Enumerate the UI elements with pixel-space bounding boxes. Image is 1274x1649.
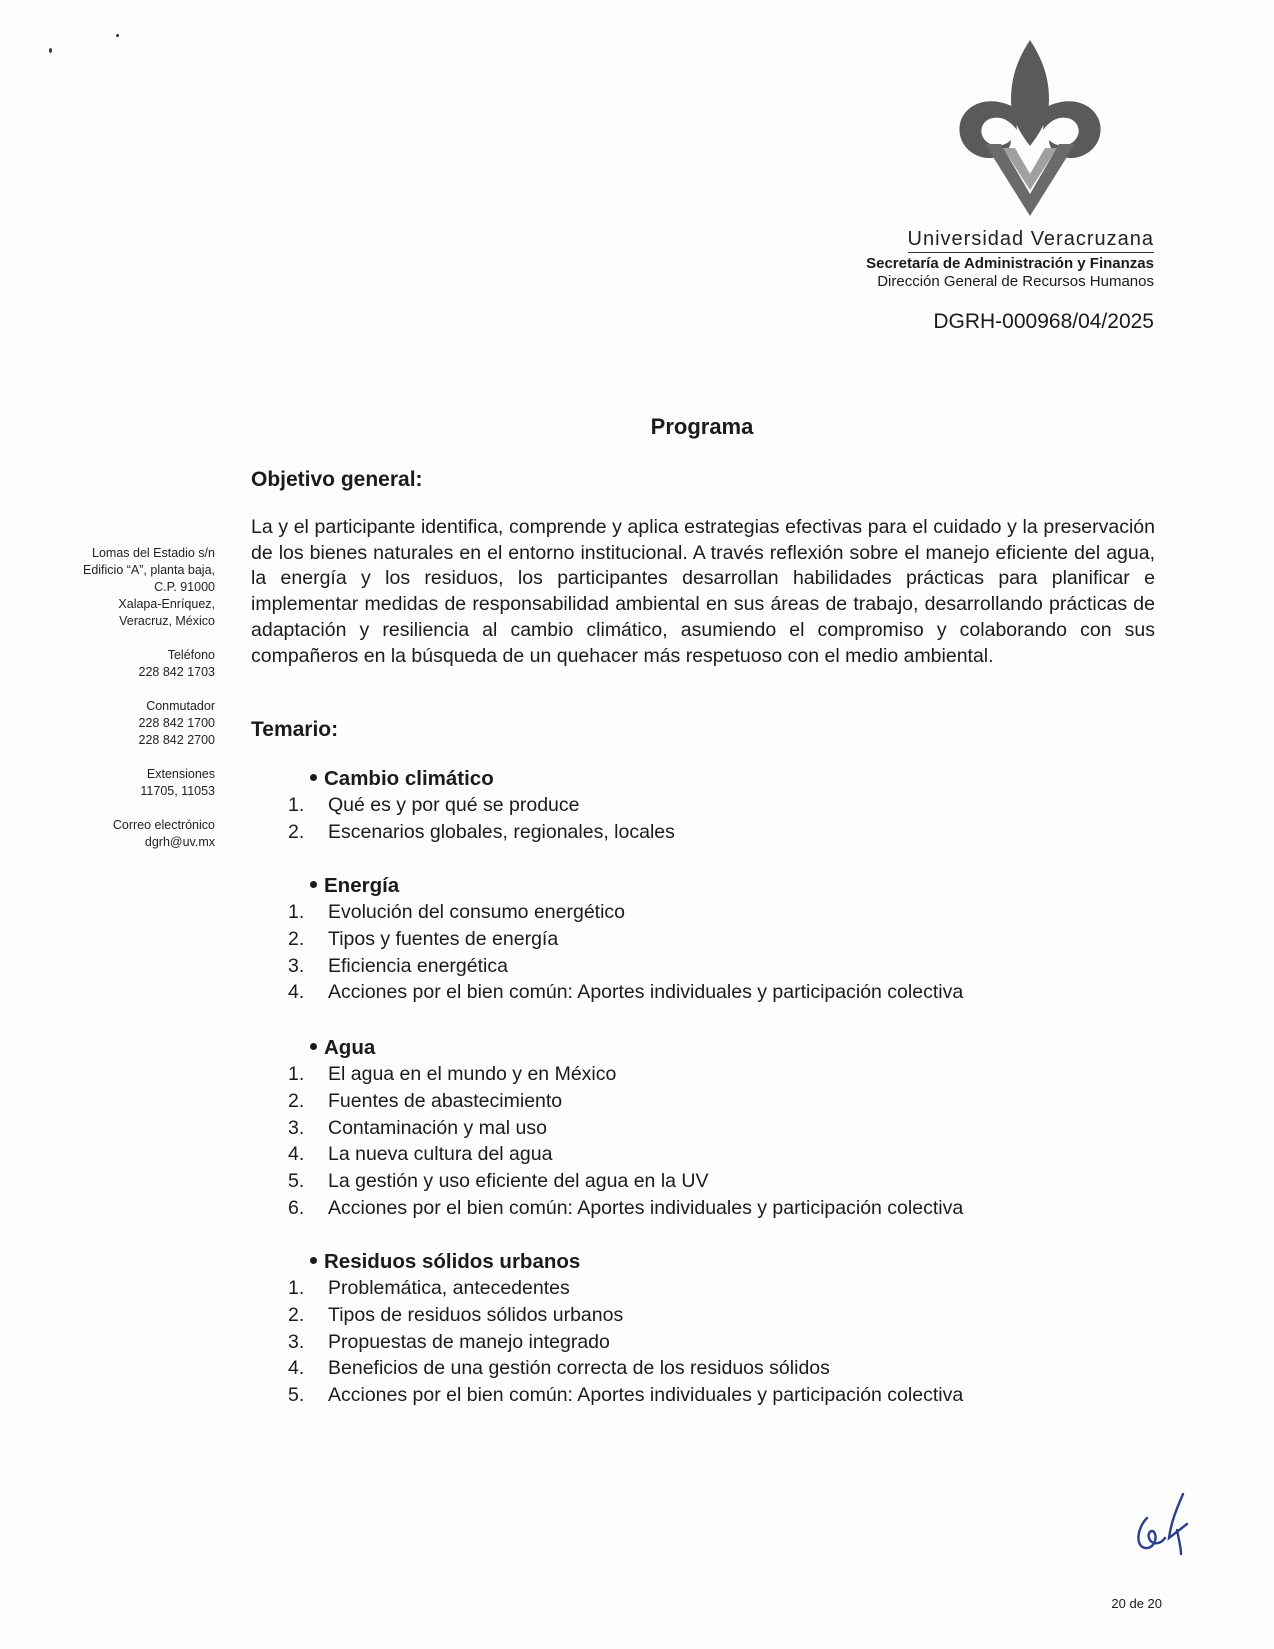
letterhead bbox=[866, 228, 1154, 290]
list-item bbox=[288, 1355, 1168, 1382]
switchboard-number: 228 842 1700 bbox=[138, 716, 215, 730]
university-name: Universidad Veracruzana bbox=[908, 228, 1154, 253]
address-line: Veracruz, México bbox=[119, 614, 215, 628]
section-title-text: Cambio climático bbox=[324, 767, 494, 790]
item-number: 6. bbox=[288, 1196, 305, 1219]
list-item bbox=[288, 1061, 1168, 1088]
contact-sidebar bbox=[45, 545, 215, 868]
switchboard-label: Conmutador bbox=[146, 699, 215, 713]
item-number: 5. bbox=[288, 1170, 305, 1193]
direccion-name: Dirección General de Recursos Humanos bbox=[877, 273, 1154, 290]
section-title-text: Residuos sólidos urbanos bbox=[324, 1250, 581, 1273]
phone-number: 228 842 1703 bbox=[138, 665, 215, 679]
scan-speck bbox=[116, 34, 119, 37]
extensions-block bbox=[45, 766, 215, 800]
item-number: 1. bbox=[288, 1063, 305, 1085]
item-text: Fuentes de abastecimiento bbox=[328, 1089, 563, 1112]
temario-section-cambio-climatico bbox=[288, 766, 1168, 846]
item-number: 2. bbox=[288, 1089, 305, 1112]
item-number: 2. bbox=[288, 927, 305, 950]
extensions-value: 11705, 11053 bbox=[140, 784, 215, 798]
item-number: 2. bbox=[288, 1303, 305, 1326]
temario-section-energia bbox=[288, 873, 1168, 1006]
item-number: 5. bbox=[288, 1384, 305, 1407]
list-item bbox=[288, 1275, 1168, 1302]
item-text: La nueva cultura del agua bbox=[328, 1143, 553, 1166]
item-text: Qué es y por qué se produce bbox=[328, 794, 580, 816]
email-value: dgrh@uv.mx bbox=[144, 835, 215, 849]
list-item bbox=[288, 953, 1168, 980]
item-number: 1. bbox=[288, 1277, 305, 1299]
item-number: 3. bbox=[288, 954, 305, 977]
extensions-label: Extensiones bbox=[146, 767, 215, 781]
item-number: 4. bbox=[288, 1357, 305, 1380]
item-number: 4. bbox=[288, 1143, 305, 1166]
list-item bbox=[288, 1329, 1168, 1356]
item-text: Problemática, antecedentes bbox=[328, 1277, 570, 1299]
address-line: C.P. 91000 bbox=[154, 580, 215, 594]
item-text: Contaminación y mal uso bbox=[328, 1116, 547, 1139]
item-text: Escenarios globales, regionales, locales bbox=[328, 820, 675, 843]
phone-block bbox=[45, 647, 215, 681]
item-text: Evolución del consumo energético bbox=[328, 901, 626, 923]
item-text: Beneficios de una gestión correcta de los residuos sólidos bbox=[328, 1357, 830, 1380]
address-line: Lomas del Estadio s/n bbox=[92, 546, 215, 560]
section-title-text: Agua bbox=[324, 1036, 376, 1059]
secretaria-name: Secretaría de Administración y Finanzas bbox=[866, 255, 1154, 272]
temario-section-residuos bbox=[288, 1249, 1168, 1409]
item-text: Acciones por el bien común: Aportes individuales y participación colectiva bbox=[328, 1384, 964, 1407]
address-block bbox=[45, 545, 215, 630]
item-text: Tipos y fuentes de energía bbox=[328, 927, 559, 950]
list-item bbox=[288, 1115, 1168, 1142]
bullet-icon bbox=[310, 774, 317, 781]
bullet-icon bbox=[310, 881, 317, 888]
handwritten-initials-icon bbox=[1125, 1488, 1205, 1558]
switchboard-number: 228 842 2700 bbox=[138, 733, 215, 747]
list-item bbox=[288, 1088, 1168, 1115]
list-item bbox=[288, 899, 1168, 926]
item-number: 1. bbox=[288, 901, 305, 923]
list-item bbox=[288, 1168, 1168, 1195]
item-text: Eficiencia energética bbox=[328, 954, 508, 977]
list-item bbox=[288, 926, 1168, 953]
temario-section-agua bbox=[288, 1035, 1168, 1222]
section-title bbox=[288, 1035, 1168, 1061]
item-number: 3. bbox=[288, 1330, 305, 1353]
objetivo-heading: Objetivo general: bbox=[251, 468, 423, 491]
temario-heading: Temario: bbox=[251, 718, 339, 741]
page-title: Programa bbox=[650, 414, 754, 439]
bullet-icon bbox=[310, 1043, 317, 1050]
scan-speck bbox=[49, 48, 52, 53]
item-number: 4. bbox=[288, 981, 305, 1004]
list-item bbox=[288, 1302, 1168, 1329]
item-text: Tipos de residuos sólidos urbanos bbox=[328, 1303, 624, 1326]
document-number: DGRH-000968/04/2025 bbox=[933, 310, 1154, 333]
item-text: Propuestas de manejo integrado bbox=[328, 1330, 610, 1353]
item-number: 2. bbox=[288, 820, 305, 843]
email-label: Correo electrónico bbox=[112, 818, 215, 832]
address-line: Edificio “A”, planta baja, bbox=[82, 563, 215, 577]
item-number: 3. bbox=[288, 1116, 305, 1139]
university-logo-icon bbox=[955, 38, 1105, 218]
list-item bbox=[288, 979, 1168, 1006]
item-text: El agua en el mundo y en México bbox=[328, 1063, 617, 1085]
item-text: La gestión y uso eficiente del agua en la UV bbox=[328, 1170, 709, 1193]
phone-label: Teléfono bbox=[167, 648, 215, 662]
list-item bbox=[288, 1141, 1168, 1168]
list-item bbox=[288, 792, 1168, 819]
bullet-icon bbox=[310, 1257, 317, 1264]
objetivo-paragraph: La y el participante identifica, comprende y aplica estrategias efectivas para el cuidado y la preservación de los bienes naturales en el entorno institucional. A través reflexión sobre el manejo eficiente del agua, la energía y los residuos, los participantes desarrollan habilidades prácticas para planificar e implementar medidas de responsabilidad ambiental en sus áreas de trabajo, desarrollando prácticas de adaptación y resiliencia al cambio climático, asumiendo el compromiso y colaborando con sus compañeros en la búsqueda de un quehacer más respetuoso con el medio ambiental. bbox=[251, 516, 1155, 667]
section-title bbox=[288, 1249, 1168, 1275]
item-number: 1. bbox=[288, 794, 305, 816]
item-text: Acciones por el bien común: Aportes individuales y participación colectiva bbox=[328, 1196, 964, 1219]
page-number: 20 de 20 bbox=[1111, 1596, 1162, 1611]
address-line: Xalapa-Enríquez, bbox=[118, 597, 215, 611]
item-text: Acciones por el bien común: Aportes individuales y participación colectiva bbox=[328, 981, 964, 1004]
list-item bbox=[288, 1195, 1168, 1222]
switchboard-block bbox=[45, 698, 215, 749]
list-item bbox=[288, 819, 1168, 846]
section-title bbox=[288, 873, 1168, 899]
email-block bbox=[45, 817, 215, 851]
section-title-text: Energía bbox=[324, 874, 400, 897]
section-title bbox=[288, 766, 1168, 792]
list-item bbox=[288, 1382, 1168, 1409]
